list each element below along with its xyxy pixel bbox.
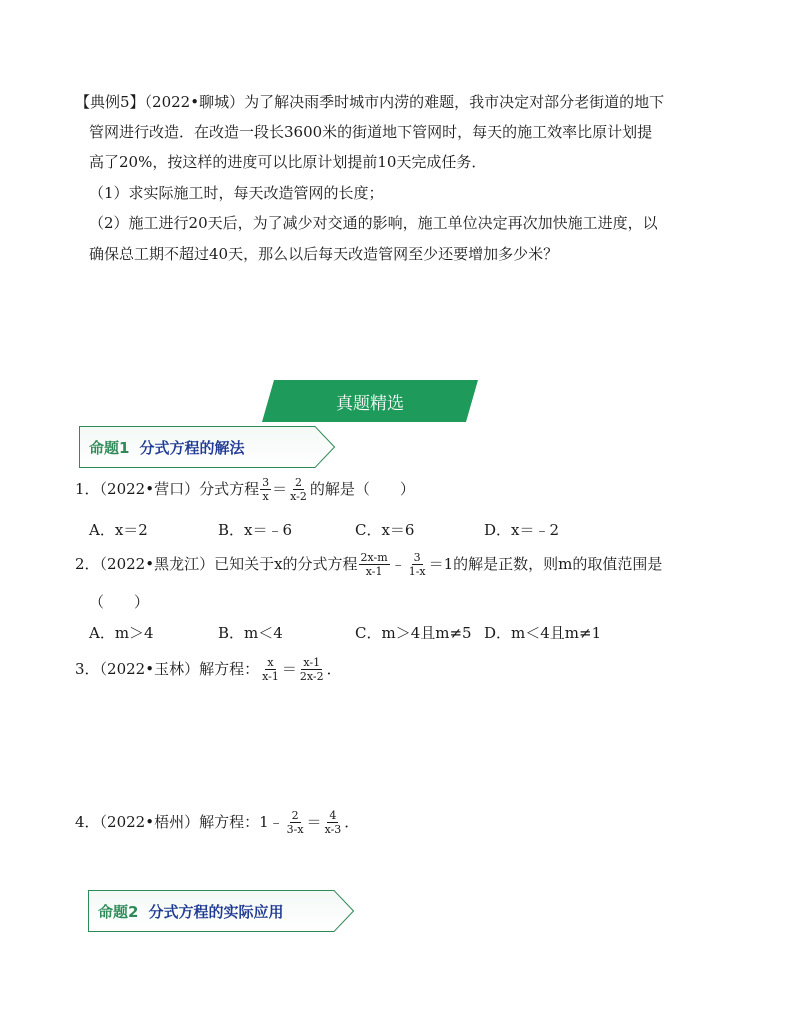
- q4-frac1-num: 2: [291, 808, 299, 822]
- q1-equals: ＝: [272, 480, 288, 498]
- q1-frac1-num: 3: [262, 475, 270, 489]
- q3-fraction-left: [260, 656, 281, 683]
- q3-frac1-num: x: [267, 655, 274, 669]
- example-question-2a: （2）施工进行20天后，为了减少对交通的影响，施工单位决定再次加快施工进度，以: [89, 214, 658, 232]
- q4-lead: 解方程：1﹣: [199, 813, 284, 831]
- q2-frac1-num: 2x-m: [360, 550, 388, 564]
- q2-lead: 已知关于x的分式方程: [214, 555, 358, 573]
- q4-fraction-left: [285, 809, 306, 836]
- q1-tail: 的解是（ ）: [309, 480, 415, 498]
- q1-fraction-left: [260, 476, 271, 503]
- q4-source: （2022•梧州）: [99, 813, 200, 831]
- q4-tail: ．: [344, 813, 360, 831]
- topic1-tag: [79, 426, 335, 468]
- q1-source: （2022•营口）: [99, 480, 200, 498]
- topic1-title: 分式方程的解法: [139, 438, 245, 457]
- q4-fraction-right: [323, 809, 344, 836]
- q2-option-d[interactable]: D．m＜4且m≠1: [484, 624, 602, 642]
- banner-title: 真题精选: [336, 393, 404, 414]
- q2-option-a[interactable]: A．m＞4: [89, 624, 154, 642]
- example-question-2b: 确保总工期不超过40天，那么以后每天改造管网至少还要增加多少米？: [89, 245, 559, 263]
- q3-equals: ＝: [281, 660, 297, 678]
- q1-option-c[interactable]: C．x＝6: [355, 521, 415, 539]
- q2-frac2-den: 1-x: [408, 564, 426, 578]
- q3-fraction-right: [298, 656, 326, 683]
- q2-frac1-den: x-1: [365, 564, 383, 578]
- topic2-title: 分式方程的实际应用: [148, 902, 284, 921]
- q4-index: 4．: [75, 813, 100, 831]
- q4-equals: ＝: [306, 813, 322, 831]
- q2-option-c[interactable]: C．m＞4且m≠5: [355, 624, 472, 642]
- example-line-2: 管网进行改造．在改造一段长3600米的街道地下管网时，每天的施工效率比原计划提: [89, 123, 653, 141]
- question-1: [75, 476, 415, 504]
- q3-tail: ．: [326, 660, 342, 678]
- q2-index: 2．: [75, 555, 100, 573]
- q2-fraction-left: [359, 551, 390, 578]
- q1-frac1-den: x: [262, 489, 269, 503]
- q1-fraction-right: [288, 476, 309, 503]
- q4-frac2-den: x-3: [324, 822, 342, 836]
- section-banner: [262, 380, 478, 422]
- question-3: [75, 655, 342, 684]
- example-line-1: [75, 91, 664, 113]
- q2-tail: ＝1的解是正数，则m的取值范围是: [428, 555, 663, 573]
- topic2-number: 命题2: [98, 902, 139, 921]
- question-4: [75, 808, 359, 837]
- topic2-tag: [88, 890, 354, 932]
- q1-lead: 分式方程: [199, 480, 260, 498]
- q2-fraction-right: [407, 551, 428, 578]
- q2-paren: （ ）: [89, 593, 150, 611]
- topic1-label: [89, 426, 244, 468]
- q3-frac2-den: 2x-2: [299, 669, 324, 683]
- example-source: （2022•聊城）: [144, 93, 245, 111]
- q1-index: 1．: [75, 480, 100, 498]
- q2-minus: ﹣: [390, 555, 406, 573]
- example-tag: 【典例5】: [75, 93, 145, 111]
- q1-option-b[interactable]: B．x＝﹣6: [218, 521, 293, 539]
- q3-frac2-num: x-1: [303, 655, 321, 669]
- q1-option-a[interactable]: A．x＝2: [89, 521, 148, 539]
- q2-source: （2022•黑龙江）: [99, 555, 215, 573]
- q2-frac2-num: 3: [413, 550, 421, 564]
- q4-frac1-den: 3-x: [286, 822, 304, 836]
- q1-frac2-num: 2: [294, 475, 302, 489]
- q1-frac2-den: x-2: [290, 489, 307, 503]
- example-text-1: 为了解决雨季时城市内涝的难题，我市决定对部分老街道的地下: [244, 93, 665, 111]
- q1-option-d[interactable]: D．x＝﹣2: [484, 521, 560, 539]
- example-question-1: （1）求实际施工时，每天改造管网的长度；: [89, 184, 384, 202]
- q4-frac2-num: 4: [329, 808, 337, 822]
- q3-source: （2022•玉林）: [99, 660, 200, 678]
- example-line-3: 高了20%，按这样的进度可以比原计划提前10天完成任务．: [89, 153, 487, 171]
- topic1-number: 命题1: [89, 438, 130, 457]
- topic2-label: [98, 890, 283, 932]
- q3-index: 3．: [75, 660, 100, 678]
- q3-frac1-den: x-1: [262, 669, 279, 683]
- q2-option-b[interactable]: B．m＜4: [218, 624, 283, 642]
- q3-lead: 解方程：: [199, 660, 260, 678]
- question-2: [75, 550, 662, 579]
